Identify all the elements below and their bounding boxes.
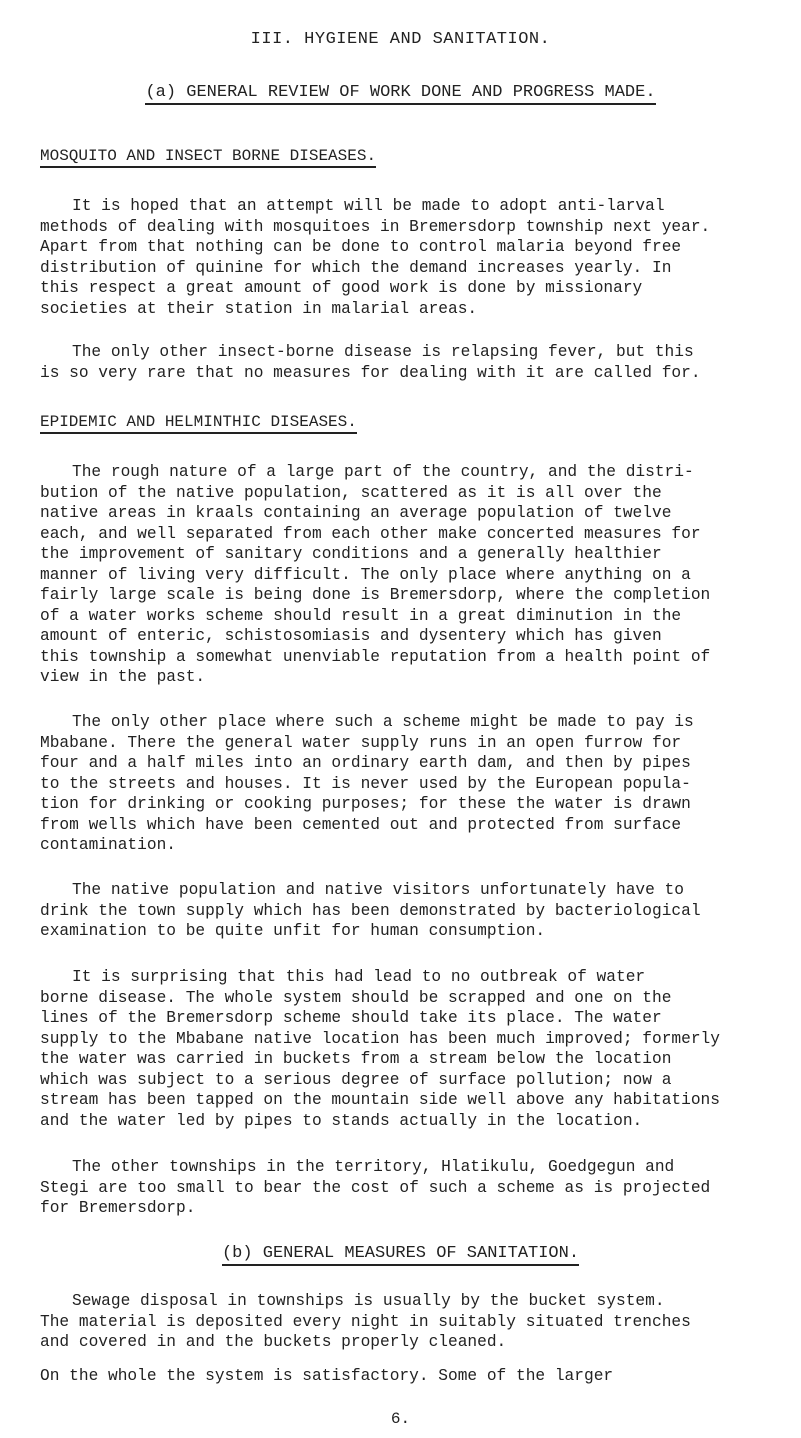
heading-epidemic: [40, 413, 357, 431]
text-line: drink the town supply which has been demonstrated by bacteriological: [40, 901, 701, 920]
heading-mosquito: [40, 147, 376, 165]
text-line: The other townships in the territory, Hlatikulu, Goedgegun and: [72, 1158, 675, 1176]
text-line: this respect a great amount of good work is done by missionary: [40, 279, 643, 297]
paragraph-7: [40, 1157, 790, 1219]
paragraph-8: [40, 1291, 790, 1353]
text-line: and covered in and the buckets properly cleaned.: [40, 1333, 507, 1351]
text-line: The native population and native visitors unfortunately have to: [72, 881, 684, 899]
subtitle-general-review: [0, 83, 801, 102]
subtitle-sanitation: [0, 1244, 801, 1263]
text-line: Sewage disposal in townships is usually by the bucket system.: [72, 1292, 665, 1310]
heading-epidemic-text: EPIDEMIC AND HELMINTHIC DISEASES.: [40, 413, 357, 434]
text-line: The rough nature of a large part of the country, and the distri-: [72, 463, 694, 481]
text-line: tion for drinking or cooking purposes; for these the water is drawn: [40, 795, 691, 813]
text-line: view in the past.: [40, 668, 206, 686]
text-line: is so very rare that no measures for dealing with it are called for.: [40, 363, 701, 382]
text-line: Stegi are too small to bear the cost of such a scheme as is projected: [40, 1178, 711, 1197]
text-line: The only other insect-borne disease is relapsing fever, but this: [72, 343, 694, 361]
text-line: this township a somewhat unenviable reputation from a health point of: [40, 647, 711, 666]
text-line: the improvement of sanitary conditions and a generally healthier: [40, 545, 662, 563]
text-line: methods of dealing with mosquitoes in Bremersdorp township next year.: [40, 217, 711, 236]
text-line: native areas in kraals containing an average population of twelve: [40, 504, 672, 522]
text-line: stream has been tapped on the mountain side well above any habitations: [40, 1091, 720, 1109]
text-line: amount of enteric, schistosomiasis and dysentery which has given: [40, 627, 662, 645]
paragraph-1: [40, 196, 790, 319]
text-line: which was subject to a serious degree of surface pollution; now a: [40, 1070, 672, 1089]
paragraph-9: [40, 1366, 790, 1387]
subtitle-sanitation-text: (b) GENERAL MEASURES OF SANITATION.: [222, 1244, 579, 1266]
page-title: III. HYGIENE AND SANITATION.: [250, 30, 551, 49]
paragraph-2: [40, 342, 790, 383]
text-line: distribution of quinine for which the demand increases yearly. In: [40, 258, 672, 277]
text-line: examination to be quite unfit for human consumption.: [40, 922, 546, 940]
text-line: bution of the native population, scattered as it is all over the: [40, 483, 662, 502]
text-line: of a water works scheme should result in a great diminution in the: [40, 606, 682, 625]
text-line: contamination.: [40, 836, 176, 854]
text-line: It is surprising that this had lead to no outbreak of water: [72, 968, 646, 986]
text-line: The only other place where such a scheme might be made to pay is: [72, 713, 694, 731]
text-line: for Bremersdorp.: [40, 1199, 196, 1217]
text-line: fairly large scale is being done is Bremersdorp, where the completion: [40, 586, 711, 604]
text-line: Mbabane. There the general water supply runs in an open furrow for: [40, 733, 682, 752]
text-line: manner of living very difficult. The only place where anything on a: [40, 565, 691, 584]
text-line: to the streets and houses. It is never used by the European popula-: [40, 774, 691, 793]
text-line: and the water led by pipes to stands actually in the location.: [40, 1111, 643, 1130]
page-number: 6.: [390, 1410, 411, 1428]
heading-mosquito-text: MOSQUITO AND INSECT BORNE DISEASES.: [40, 147, 376, 168]
text-line: supply to the Mbabane native location has been much improved; formerly: [40, 1029, 720, 1048]
subtitle-general-review-text: (a) GENERAL REVIEW OF WORK DONE AND PROGRESS MADE.: [145, 83, 655, 105]
text-line: four and a half miles into an ordinary earth dam, and then by pipes: [40, 754, 691, 772]
paragraph-6: [40, 967, 790, 1131]
text-line: each, and well separated from each other make concerted measures for: [40, 524, 701, 543]
text-line: societies at their station in malarial areas.: [40, 299, 478, 318]
text-line: The material is deposited every night in suitably situated trenches: [40, 1312, 691, 1331]
paragraph-4: [40, 712, 790, 856]
text-line: lines of the Bremersdorp scheme should take its place. The water: [40, 1009, 662, 1027]
text-line: Apart from that nothing can be done to control malaria beyond free: [40, 238, 682, 256]
text-line: On the whole the system is satisfactory. Some of the larger: [40, 1367, 614, 1385]
paragraph-3: [40, 462, 790, 688]
paragraph-5: [40, 880, 790, 942]
text-line: the water was carried in buckets from a stream below the location: [40, 1050, 672, 1068]
text-line: borne disease. The whole system should be scrapped and one on the: [40, 988, 672, 1007]
text-line: from wells which have been cemented out and protected from surface: [40, 815, 682, 834]
text-line: It is hoped that an attempt will be made to adopt anti-larval: [72, 197, 665, 215]
